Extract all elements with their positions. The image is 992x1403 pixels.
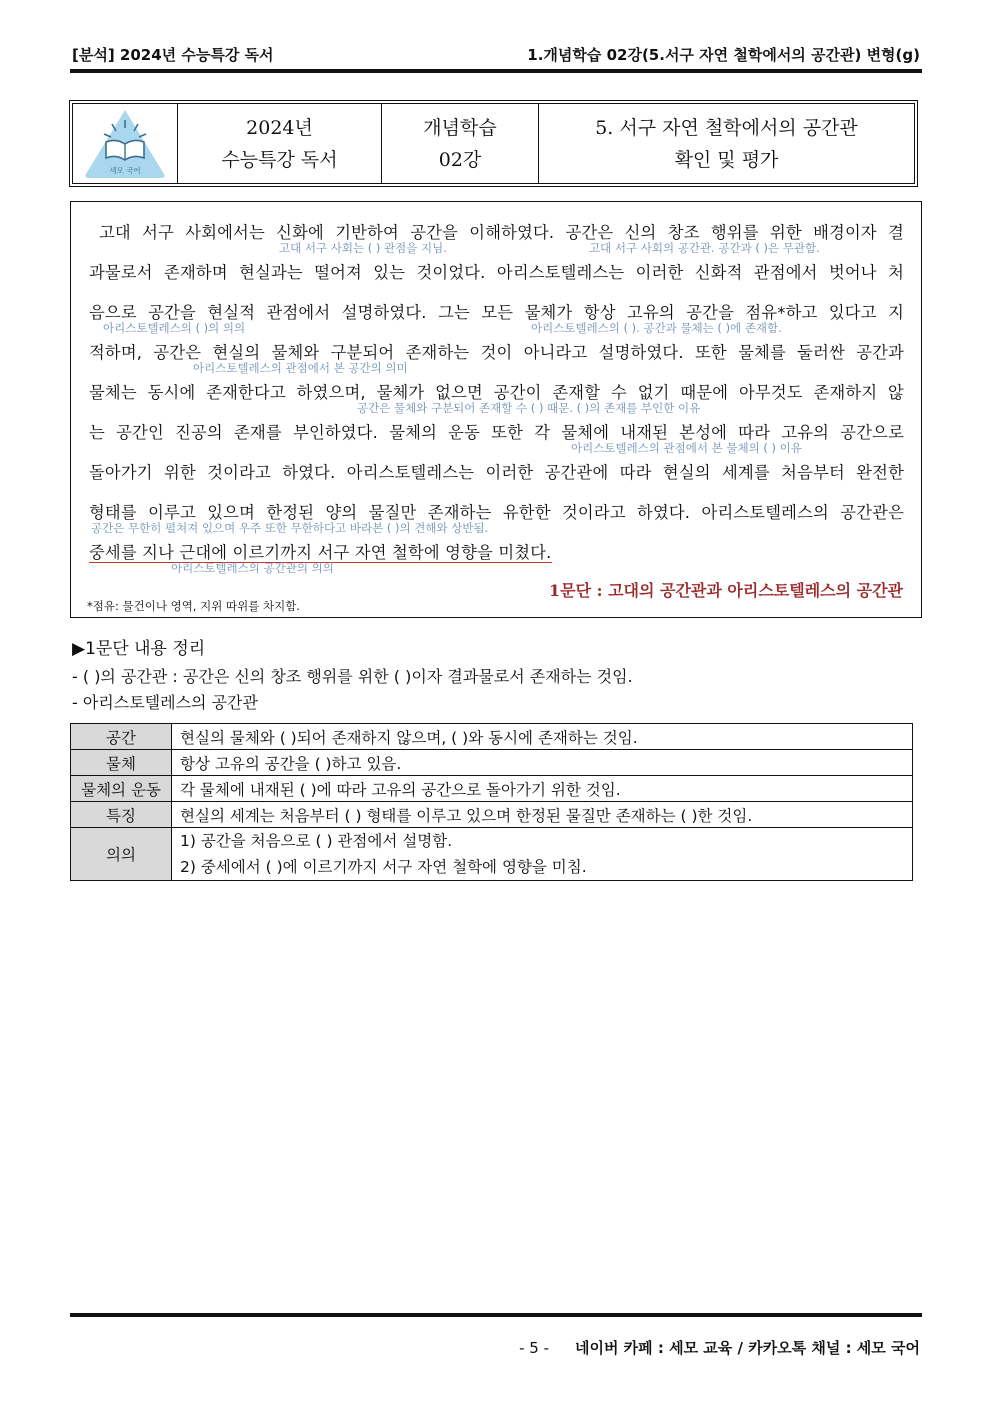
reading-passage: [70, 201, 922, 618]
table-row: [71, 750, 913, 776]
header-rule: [70, 69, 922, 73]
footer-text: 네이버 카페 : 세모 교육 / 카카오톡 채널 : 세모 국어: [574, 1339, 920, 1357]
row-content-line: 1) 공간을 처음으로 ( ) 관점에서 설명함.: [180, 832, 453, 850]
passage-line: 물체는 동시에 존재한다고 하였으며, 물체가 없으면 공간이 존재할 수 없기 때문에 아무것도 존재하지 않: [89, 383, 904, 402]
row-content: 현실의 세계는 처음부터 ( ) 형태를 이루고 있으며 한정된 물질만 존재하는 ( )한 것임.: [172, 802, 913, 828]
row-label: 특징: [71, 802, 172, 828]
passage-annotation: 아리스토텔레스의 공간관의 의의: [171, 561, 334, 575]
passage-line: 형태를 이루고 있으며 한정된 양의 물질만 존재하는 유한한 것이라고 하였다. 아리스토텔레스의 공간관은: [89, 503, 904, 522]
passage-line: 과물로서 존재하며 현실과는 떨어져 있는 것이었다. 아리스토텔레스는 이러한 신화적 관점에서 벗어나 처: [89, 263, 904, 282]
passage-line: 는 공간인 진공의 존재를 부인하였다. 물체의 운동 또한 각 물체에 내재된 본성에 따라 고유의 공간으로: [89, 423, 904, 442]
title-lesson-number: 02강: [438, 148, 482, 171]
summary-title: ▶1문단 내용 정리: [72, 639, 206, 659]
title-topic-cell: [539, 104, 914, 183]
summary-line: - ( )의 공간관 : 공간은 신의 창조 행위를 위한 ( )이자 결과물로서 존재하는 것임.: [72, 667, 633, 686]
row-content: 각 물체에 내재된 ( )에 따라 고유의 공간으로 돌아가기 위한 것임.: [172, 776, 913, 802]
logo: [73, 104, 178, 183]
passage-annotation: 공간은 물체와 구분되어 존재할 수 ( ) 때문. ( )의 존재를 부인한 이유: [357, 401, 701, 415]
table-row: [71, 776, 913, 802]
summary-table: [70, 723, 913, 881]
logo-text: 세모 국어: [109, 165, 141, 175]
summary-line: - 아리스토텔레스의 공간관: [72, 693, 258, 712]
title-topic: 5. 서구 자연 철학에서의 공간관: [595, 116, 858, 139]
row-label: 의의: [71, 828, 172, 881]
title-box: [69, 100, 918, 187]
table-row: [71, 724, 913, 750]
passage-line: 적하며, 공간은 현실의 물체와 구분되어 존재하는 것이 아니라고 설명하였다. 또한 물체를 둘러싼 공간과: [89, 343, 904, 362]
title-year-cell: [178, 104, 382, 183]
book-logo-icon: [82, 106, 168, 182]
passage-line: 돌아가기 위한 것이라고 하였다. 아리스토텔레스는 이러한 공간관에 따라 현실의 세계를 처음부터 완전한: [89, 463, 904, 482]
page-number: - 5 -: [519, 1339, 549, 1357]
title-book: 수능특강 독서: [221, 148, 338, 171]
title-year: 2024년: [246, 116, 313, 139]
header-right-title: 1.개념학습 02강(5.서구 자연 철학에서의 공간관) 변형(g): [527, 46, 920, 64]
row-label: 물체: [71, 750, 172, 776]
title-subtitle: 확인 및 평가: [674, 148, 779, 171]
row-content: 현실의 물체와 ( )되어 존재하지 않으며, ( )와 동시에 존재하는 것임.: [172, 724, 913, 750]
passage-annotation: 아리스토텔레스의 ( )의 의의: [103, 321, 246, 335]
title-lesson-cell: [382, 104, 539, 183]
passage-line: 음으로 공간을 현실적 관점에서 설명하였다. 그는 모든 물체가 항상 고유의 공간을 점유*하고 있다고 지: [89, 303, 904, 322]
passage-line: 고대 서구 사회에서는 신화에 기반하여 공간을 이해하였다. 공간은 신의 창조 행위를 위한 배경이자 결: [99, 223, 904, 242]
passage-annotation: 아리스토텔레스의 관점에서 본 물체의 ( ) 이유: [571, 441, 802, 455]
row-content: [172, 828, 913, 881]
paragraph-label: 1문단 : 고대의 공간관과 아리스토텔레스의 공간관: [548, 581, 903, 600]
passage-annotation: 아리스토텔레스의 관점에서 본 공간의 의미: [193, 361, 408, 375]
footnote: *점유: 물건이나 영역, 지위 따위를 차지함.: [87, 599, 300, 613]
table-row: [71, 802, 913, 828]
footer: [519, 1337, 920, 1358]
title-lesson-type: 개념학습: [423, 116, 497, 139]
passage-annotation: 고대 서구 사회는 ( ) 관점을 지님.: [279, 241, 447, 255]
footer-rule: [70, 1313, 922, 1317]
row-label: 공간: [71, 724, 172, 750]
row-content: 항상 고유의 공간을 ( )하고 있음.: [172, 750, 913, 776]
table-row: [71, 828, 913, 881]
passage-annotation: 고대 서구 사회의 공간관. 공간과 ( )은 무관함.: [589, 241, 820, 255]
passage-annotation: 공간은 무한히 펼쳐져 있으며 우주 또한 무한하다고 바라본 ( )의 견해와 상반됨.: [91, 521, 489, 535]
header-left-title: [분석] 2024년 수능특강 독서: [72, 46, 274, 64]
row-label: 물체의 운동: [71, 776, 172, 802]
passage-annotation: 아리스토텔레스의 ( ). 공간과 물체는 ( )에 존재함.: [531, 321, 782, 335]
row-content-line: 2) 중세에서 ( )에 이르기까지 서구 자연 철학에 영향을 미침.: [180, 858, 587, 876]
underlined-text: 중세를 지나 근대에 이르기까지 서구 자연 철학에 영향을 미쳤다.: [89, 543, 552, 562]
